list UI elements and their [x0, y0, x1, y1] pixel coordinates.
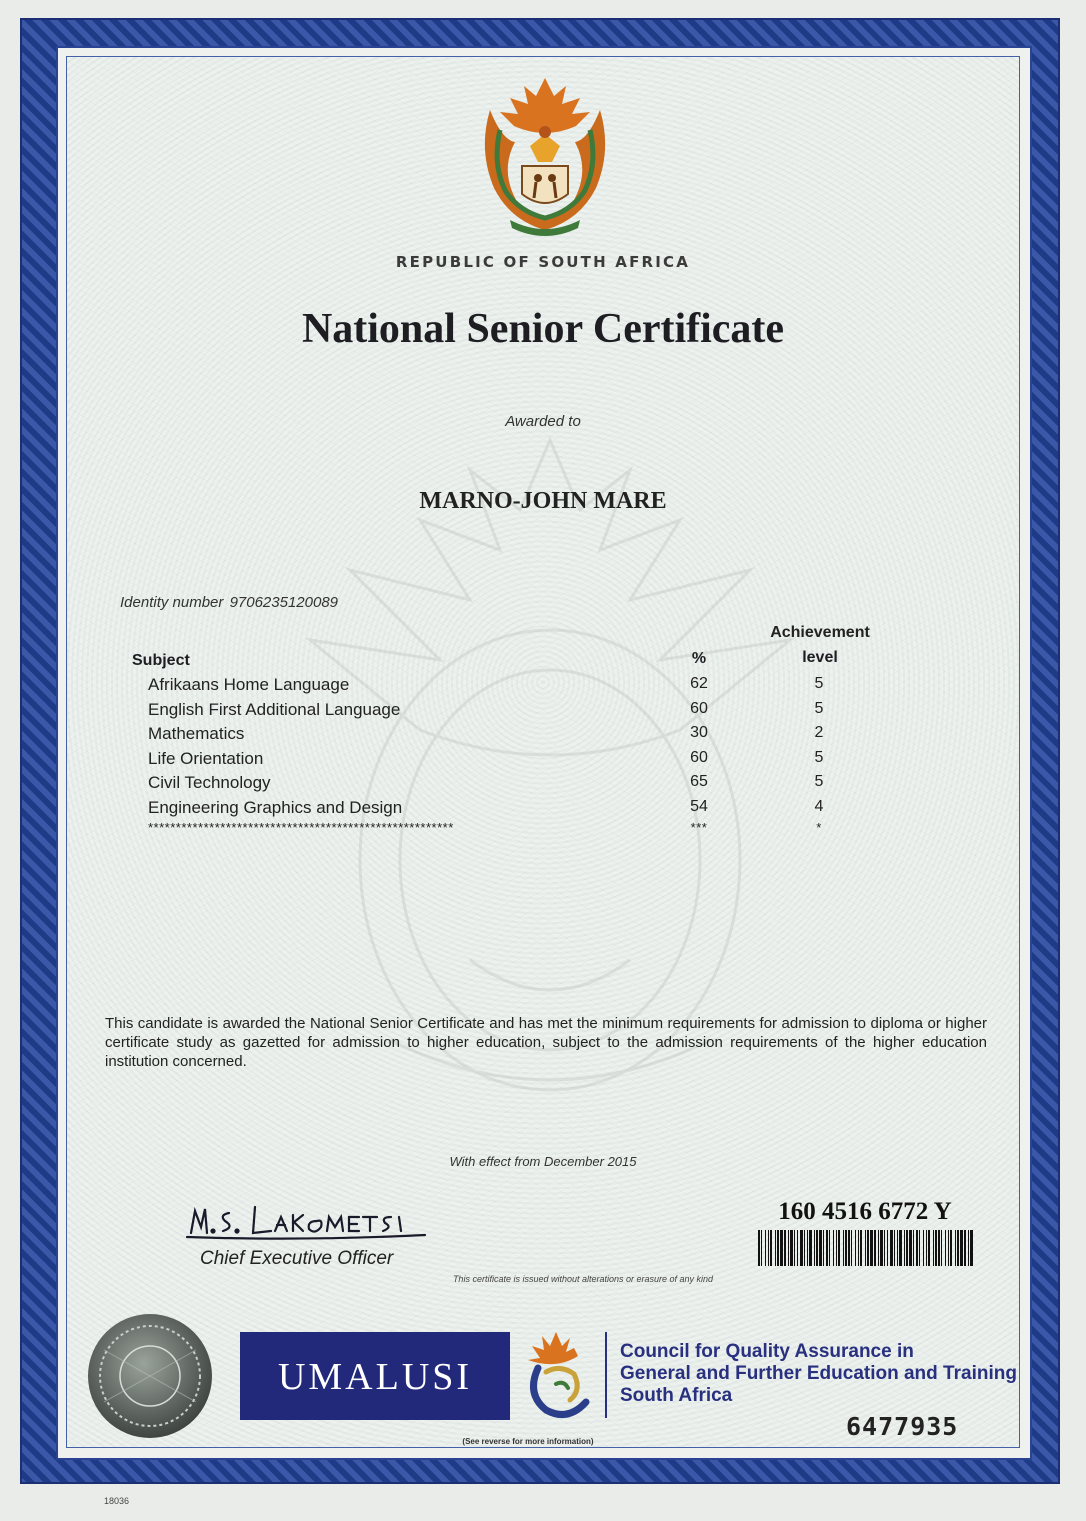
council-line-1: Council for Quality Assurance in — [620, 1341, 914, 1362]
percent-cell: 54 — [690, 797, 708, 815]
level-cell: 2 — [814, 724, 824, 741]
end-marker-level: * — [816, 820, 822, 835]
identity-number — [118, 594, 338, 611]
percent-header: % — [691, 650, 707, 667]
level-cell: 5 — [814, 675, 824, 692]
percent-cell: 65 — [690, 773, 708, 790]
award-statement: This candidate is awarded the National Senior Certificate and has met the minimum requirements for admission to diploma or higher certificate study as gazetted for admission to higher education, subject to the admission requirements of the higher education institution concerned. — [105, 1015, 987, 1070]
serial-number: 6477935 — [846, 1412, 959, 1441]
table-row — [0, 747, 1086, 772]
council-line-3: South Africa — [620, 1385, 733, 1406]
subject-cell: Engineering Graphics and Design — [148, 797, 403, 817]
signatory-title: Chief Executive Officer — [200, 1248, 394, 1269]
barcode — [756, 1230, 976, 1266]
level-cell: 5 — [814, 699, 824, 717]
identity-label: Identity number — [120, 594, 224, 611]
hologram-seal — [84, 1310, 216, 1442]
table-row — [0, 771, 1086, 796]
form-number: 18036 — [104, 1496, 130, 1506]
level-cell: 5 — [814, 773, 824, 790]
umalusi-divider — [605, 1332, 607, 1418]
candidate-name: MARNO-JOHN MARE — [419, 488, 667, 514]
certificate-number: 160 4516 6772 Y — [778, 1198, 952, 1225]
subject-cell: Civil Technology — [148, 773, 271, 792]
level-header: level — [802, 649, 838, 666]
umalusi-name: UMALUSI — [277, 1356, 473, 1398]
subject-cell: English First Additional Language — [148, 699, 401, 719]
table-row — [0, 698, 1086, 723]
effective-date: With effect from December 2015 — [449, 1154, 637, 1169]
level-cell: 5 — [814, 748, 824, 766]
certificate-title: National Senior Certificate — [301, 306, 785, 352]
table-row — [0, 796, 1086, 821]
end-marker-subject: ******************************************************* — [148, 820, 454, 835]
end-marker-percent: *** — [690, 820, 708, 835]
umalusi-logo — [516, 1324, 602, 1420]
reverse-note: (See reverse for more information) — [462, 1437, 594, 1446]
country-heading: REPUBLIC OF SOUTH AFRICA — [395, 253, 691, 271]
subject-header: Subject — [132, 652, 190, 669]
percent-cell: 62 — [690, 675, 708, 692]
ceo-signature — [185, 1197, 435, 1241]
percent-cell: 60 — [690, 699, 708, 717]
identity-value: 9706235120089 — [229, 594, 339, 611]
council-line-2: General and Further Education and Training — [620, 1363, 1017, 1384]
awarded-to-label: Awarded to — [505, 413, 581, 430]
issued-note: This certificate is issued without alterations or erasure of any kind — [452, 1274, 714, 1284]
subject-cell: Life Orientation — [148, 748, 264, 768]
table-end-row — [0, 820, 1086, 845]
achievement-header: Achievement — [770, 624, 870, 641]
coat-of-arms-emblem — [470, 70, 620, 245]
level-cell: 4 — [814, 797, 824, 815]
percent-cell: 30 — [690, 724, 708, 741]
percent-cell: 60 — [690, 748, 708, 766]
subject-cell: Mathematics — [148, 724, 245, 743]
council-name — [620, 1341, 1017, 1407]
table-row — [0, 673, 1086, 698]
table-row — [0, 722, 1086, 747]
results-table — [0, 673, 1086, 845]
subject-cell: Afrikaans Home Language — [148, 675, 350, 694]
